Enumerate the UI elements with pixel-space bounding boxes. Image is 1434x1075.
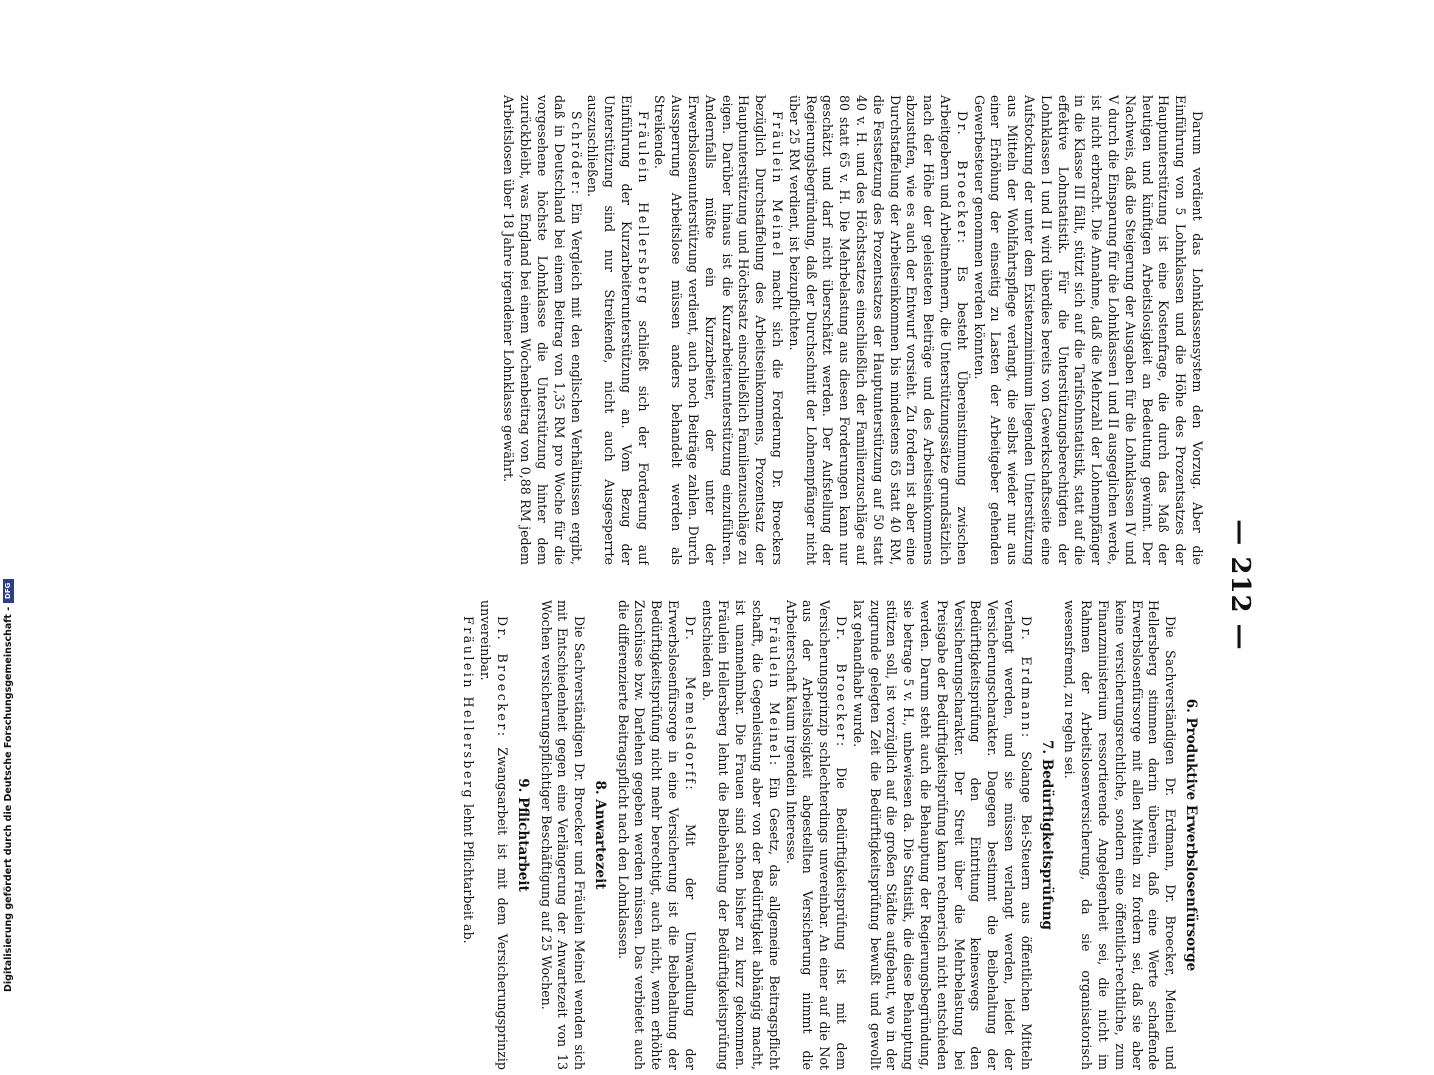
paragraph-text: Ein Gesetz, das allgemeine Beitragspflicht schafft, die Gegenleistung aber von der Bedürftigkeit abhängig macht, ist unannehmbar. Die Frauen sind schon bisher zu kurz gekommen. Fräulein Hellersberg lehnt die Beibehaltung der Bedürftigkeitsprüfung entschieden ab. (699, 600, 782, 1070)
paragraph-text: Solange Bei-Steuern aus öffentlichen Mitteln verlangt werden, und sie müssen verlangt werden, leidet der Versicherungscharakter. Dagegen bestimmt die Beibehaltung der Bedürftigkeitsprüfung den Eintritung keineswegs den Versicherungscharakter. Der Streit über die Mehrbelastung bei Preisgabe der Bedürftigkeitsprüfung kann rechnerisch nicht entschieden werden. Darum steht auch die Behauptung der Regierungsbegründung, sie betrage 5 v. H., unbewiesen da. Die Statistik, die diese Behauptung stützen soll, ist vorzüglich auf die großen Städte aufgebaut, wo in der zugrunde gelegten Zeit die Bedürftigkeitsprüfung bewußt und gewollt lax gehandhabt wurde. (850, 600, 1034, 1070)
section-heading: 6. Produktive Erwerbslosenfürsorge (1183, 698, 1199, 972)
paragraph-text: Mit der Umwandlung der Erwerbslosenfürsorge in eine Versicherung ist die Beibehaltung der Bedürftigkeitsprüfung nicht mehr berechtigt, auch nicht, wenn erhöhte Zuschüsse bzw. Darlehen gegeben werden müssen. Das verbietet auch die differenzierte Beitragspflicht nach den Lohnklassen. (615, 600, 698, 1070)
rotated-page (235, 95, 1255, 1075)
paragraph (500, 95, 584, 565)
paragraph-text: macht sich die Forderung Dr. Broeckers bezüglich Durchstaffelung des Arbeitseinkommens, Prozentsatz der Hauptunterstützung und Höchstsatz einschließlich Familienzuschläge zu eigen. Darüber hinaus ist die Kurzarbeiterunterstützung einzuführen. Andernfalls müßte ein Kurzarbeiter, der unter der Erwerbslosenunterstützung verdient, auch noch Beiträge zahlen. Durch Aussperrung Arbeitslose müssen anders behandelt werden als Streikende. (652, 95, 786, 565)
section-heading: 9. Pflichtarbeit (514, 778, 531, 892)
paragraph-text: Es besteht Übereinstimmung zwischen Arbeitgebern und Arbeitnehmern, die Unterstützungssätze grundsätzlich nach der Höhe der geleisteten Beiträge und des Arbeitseinkommens abzustufen, wie es auch der Entwurf vorsieht. Zu fordern ist aber eine Durchstaffelung der Arbeitseinkommen bis mindestens 65 statt 40 RM, die Festsetzung des Prozentsatzes der Hauptunterstützung auf 50 statt 40 v. H. und des Höchstsatzes einschließlich der Familienzuschläge auf 80 statt 65 v. H. Die Mehrbelastung aus diesen Forderungen kann nur geschätzt und darf nicht überschätzt werden. Der Aufstellung der Regierungsbegründung, daß der Durchschnitt der Lohnempfänger nicht über 25 RM verdient, ist beizupflichten. (786, 95, 970, 565)
left-text-column (245, 95, 1205, 565)
digitization-credit (1, 0, 15, 1000)
paragraph-text: schließt sich der Forderung auf Einführung der Kurzarbeiterunterstützung an. Vom Bezug der Unterstützung sind nur Streikende, nicht auch Ausgesperrte auszuschließen. (585, 95, 651, 565)
page-number: — 212 — (1225, 519, 1255, 651)
paragraph-text: Ein Vergleich mit den englischen Verhältnissen ergibt, daß in Deutschland bei einem Beitrag von 1,35 RM pro Woche für die vorgesehene höchste Lohnklasse die Unterstützung hinter dem zurückbleibt, was England bei einem Wochenbeitrag von 0,88 RM jedem Arbeitslosen über 18 Jahre irgendeiner Lohnklasse gewährt. (501, 95, 584, 565)
speaker-name: Dr. Erdmann: (1018, 616, 1034, 740)
paragraph-text: Die Sachverständigen Dr. Erdmann, Dr. Broecker, Meinel und Hellersberg stimmen darin überein, daß eine Werte schaffende Erwerbslosenfürsorge mit allen Mitteln zu fordern sei, daß sie aber keine versicherungsrechtliche, sondern eine öffentlich-rechtliche, zum Finanzministerium ressortierende Angelegenheit sei, die nicht im Rahmen der Arbeitslosenversicherung, da sie organisatorisch wesensfremd, zu regeln sei. (1062, 600, 1179, 1070)
paragraph-text: Die Sachverständigen Dr. Broecker und Fräulein Meinel wenden sich mit Entschiedenheit gegen eine Verlängerung der Anwartezeit von 13 Wochen versicherungspflichtiger Beschäftigung auf 25 Wochen. (538, 600, 588, 1070)
paragraph-text: lehnt Pflichtarbeit ab. (461, 800, 477, 944)
paragraph-text: Die Bedürftigkeitsprüfung ist mit dem Versicherungsprinzip schlechterdings unvereinbar. An einer auf die Not aus der Arbeitslosigkeit abgestellten Versicherung nimmt die Arbeiterschaft kaum irgendein Interesse. (783, 600, 850, 1070)
section-heading: 8. Anwartezeit (591, 780, 608, 890)
paragraph (785, 95, 970, 565)
paragraph (651, 95, 785, 565)
speaker-name: Dr. Broecker: (494, 616, 510, 739)
paragraph-text: Darum verdient das Lohnklassensystem den Vorzug. Aber die Einführung von 5 Lohnklassen und die Höhe des Prozentsatzes der Hauptunterstützung ist eine Kostenfrage, die durch das Maß der heutigen und künftigen Arbeitslosigkeit an Bedeutung gewinnt. Der Nachweis, daß die Steigerung der Ausgaben für die Lohnklassen IV und V durch die Einsparung für die Lohnklassen I und II ausgeglichen werde, ist nicht erbracht. Die Annahme, daß die Mehrzahl der Lohnempfänger in die Klasse III fällt, stützt sich auf die Tarifsohnstatistik, statt auf die effektive Lohnstatistik. Für die Unterstützungsberechtigten der Lohnklassen I und II wird überdies bereits von Gewerkschaftsseite eine Aufstockung der unter dem Existenzminimum liegenden Unterstützung aus Mitteln der Wohlfahrtspflege verlangt, die selbst wieder nur aus einer Erhöhung der einseitig zu Lasten der Arbeitgeber gehenden Gewerbesteuer genommen werden könnten. (971, 95, 1205, 565)
credit-text: Digitalisierung gefördert durch die Deutsche Forschungsgemeinschaft - (2, 606, 14, 992)
speaker-name: Dr. Broecker: (834, 616, 850, 749)
speaker-name: Dr. Memelsdorff: (682, 616, 698, 793)
paragraph (584, 95, 651, 565)
speaker-name: Fräulein Meinel: (766, 616, 782, 768)
speaker-name: Fräulein Meinel (770, 111, 786, 259)
paragraph-text: Zwangsarbeit ist mit dem Versicherungsprinzip unvereinbar. (478, 600, 510, 1070)
paragraph (970, 95, 1205, 565)
speaker-name: Fräulein Hellersberg (461, 616, 477, 801)
speaker-name: Fräulein Hellersberg (635, 111, 651, 306)
section-heading: 7. Bedürftigkeitsprüfung (1038, 740, 1055, 930)
speaker-name: Schröder: (568, 111, 584, 197)
dfg-logo: DFG (3, 579, 14, 603)
speaker-name: Dr. Broecker: (954, 111, 970, 246)
